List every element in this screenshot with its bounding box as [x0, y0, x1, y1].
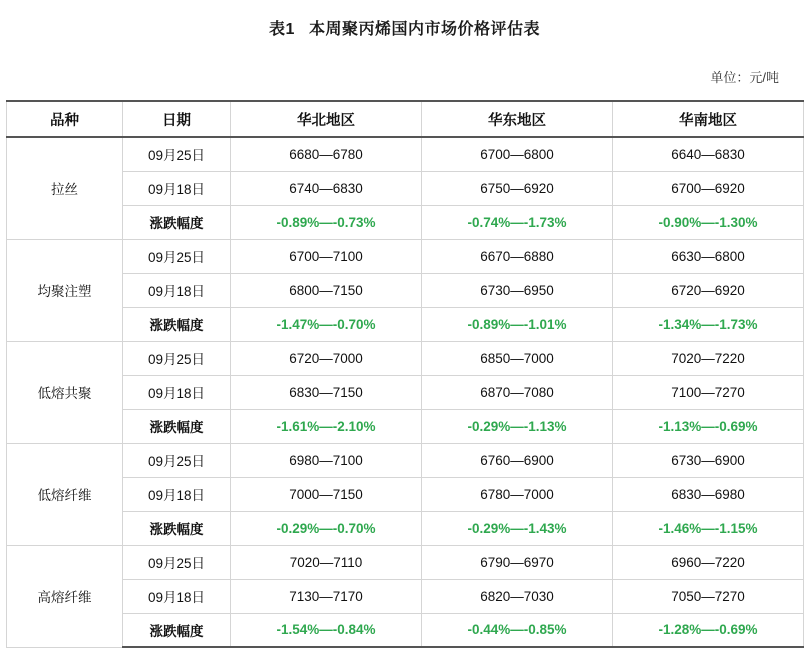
row-label-change: 涨跌幅度 — [123, 511, 231, 545]
cell-south-china: 6720—6920 — [613, 273, 804, 307]
unit-note: 单位：元/吨 — [710, 70, 779, 85]
cell-north-china: 6700—7100 — [231, 239, 422, 273]
cell-south-china-change: -1.34%—-1.73% — [613, 307, 804, 341]
column-header-variety: 品种 — [7, 101, 123, 137]
table-body — [7, 137, 804, 647]
cell-south-china: 6700—6920 — [613, 171, 804, 205]
cell-east-china: 6780—7000 — [422, 477, 613, 511]
cell-south-china: 7050—7270 — [613, 579, 804, 613]
cell-south-china: 6630—6800 — [613, 239, 804, 273]
table-row — [7, 375, 804, 409]
page-title — [0, 0, 809, 39]
cell-north-china-change: -0.89%—-0.73% — [231, 205, 422, 239]
row-label: 09月25日 — [123, 239, 231, 273]
column-header-north-china: 华北地区 — [231, 101, 422, 137]
cell-south-china: 7100—7270 — [613, 375, 804, 409]
row-label: 09月18日 — [123, 273, 231, 307]
cell-north-china-change: -0.29%—-0.70% — [231, 511, 422, 545]
cell-north-china: 7020—7110 — [231, 545, 422, 579]
cell-south-china: 6730—6900 — [613, 443, 804, 477]
cell-east-china-change: -0.89%—-1.01% — [422, 307, 613, 341]
cell-east-china: 6760—6900 — [422, 443, 613, 477]
cell-south-china-change: -1.13%—-0.69% — [613, 409, 804, 443]
table-row — [7, 545, 804, 579]
column-header-date: 日期 — [123, 101, 231, 137]
table-row — [7, 579, 804, 613]
group-label-cell: 低熔纤维 — [7, 443, 123, 545]
cell-north-china: 6830—7150 — [231, 375, 422, 409]
group-label-cell: 均聚注塑 — [7, 239, 123, 341]
row-label-change: 涨跌幅度 — [123, 409, 231, 443]
cell-south-china: 6830—6980 — [613, 477, 804, 511]
table-number: 表1 — [269, 21, 295, 38]
title-text: 本周聚丙烯国内市场价格评估表 — [308, 21, 540, 38]
cell-east-china: 6700—6800 — [422, 137, 613, 171]
cell-north-china: 6680—6780 — [231, 137, 422, 171]
row-label: 09月18日 — [123, 579, 231, 613]
cell-north-china: 6800—7150 — [231, 273, 422, 307]
table-header-row — [7, 101, 804, 137]
cell-east-china: 6850—7000 — [422, 341, 613, 375]
column-header-south-china: 华南地区 — [613, 101, 804, 137]
cell-east-china: 6730—6950 — [422, 273, 613, 307]
table-row — [7, 409, 804, 443]
table-row — [7, 613, 804, 647]
cell-north-china-change: -1.47%—-0.70% — [231, 307, 422, 341]
cell-east-china-change: -0.29%—-1.43% — [422, 511, 613, 545]
cell-north-china: 6720—7000 — [231, 341, 422, 375]
price-table — [6, 100, 804, 648]
cell-south-china: 6960—7220 — [613, 545, 804, 579]
table-row — [7, 341, 804, 375]
row-label-change: 涨跌幅度 — [123, 307, 231, 341]
cell-north-china: 6740—6830 — [231, 171, 422, 205]
table-row — [7, 171, 804, 205]
row-label: 09月25日 — [123, 341, 231, 375]
table-row — [7, 205, 804, 239]
row-label-change: 涨跌幅度 — [123, 205, 231, 239]
group-label-cell: 高熔纤维 — [7, 545, 123, 647]
price-table-wrapper — [6, 100, 803, 648]
row-label-change: 涨跌幅度 — [123, 613, 231, 647]
group-label-cell: 拉丝 — [7, 137, 123, 239]
cell-east-china-change: -0.29%—-1.13% — [422, 409, 613, 443]
cell-north-china: 6980—7100 — [231, 443, 422, 477]
table-row — [7, 137, 804, 171]
table-row — [7, 511, 804, 545]
row-label: 09月18日 — [123, 171, 231, 205]
cell-north-china-change: -1.54%—-0.84% — [231, 613, 422, 647]
cell-south-china: 6640—6830 — [613, 137, 804, 171]
cell-east-china-change: -0.44%—-0.85% — [422, 613, 613, 647]
cell-south-china-change: -0.90%—-1.30% — [613, 205, 804, 239]
cell-east-china-change: -0.74%—-1.73% — [422, 205, 613, 239]
column-header-east-china: 华东地区 — [422, 101, 613, 137]
table-row — [7, 443, 804, 477]
cell-south-china-change: -1.46%—-1.15% — [613, 511, 804, 545]
cell-east-china: 6790—6970 — [422, 545, 613, 579]
cell-north-china-change: -1.61%—-2.10% — [231, 409, 422, 443]
table-row — [7, 273, 804, 307]
cell-east-china: 6750—6920 — [422, 171, 613, 205]
table-head — [7, 101, 804, 137]
table-row — [7, 307, 804, 341]
row-label: 09月25日 — [123, 137, 231, 171]
cell-south-china: 7020—7220 — [613, 341, 804, 375]
cell-east-china: 6670—6880 — [422, 239, 613, 273]
row-label: 09月25日 — [123, 545, 231, 579]
group-label-cell: 低熔共聚 — [7, 341, 123, 443]
row-label: 09月18日 — [123, 477, 231, 511]
table-row — [7, 239, 804, 273]
cell-east-china: 6820—7030 — [422, 579, 613, 613]
cell-south-china-change: -1.28%—-0.69% — [613, 613, 804, 647]
cell-east-china: 6870—7080 — [422, 375, 613, 409]
row-label: 09月25日 — [123, 443, 231, 477]
table-row — [7, 477, 804, 511]
cell-north-china: 7000—7150 — [231, 477, 422, 511]
cell-north-china: 7130—7170 — [231, 579, 422, 613]
row-label: 09月18日 — [123, 375, 231, 409]
